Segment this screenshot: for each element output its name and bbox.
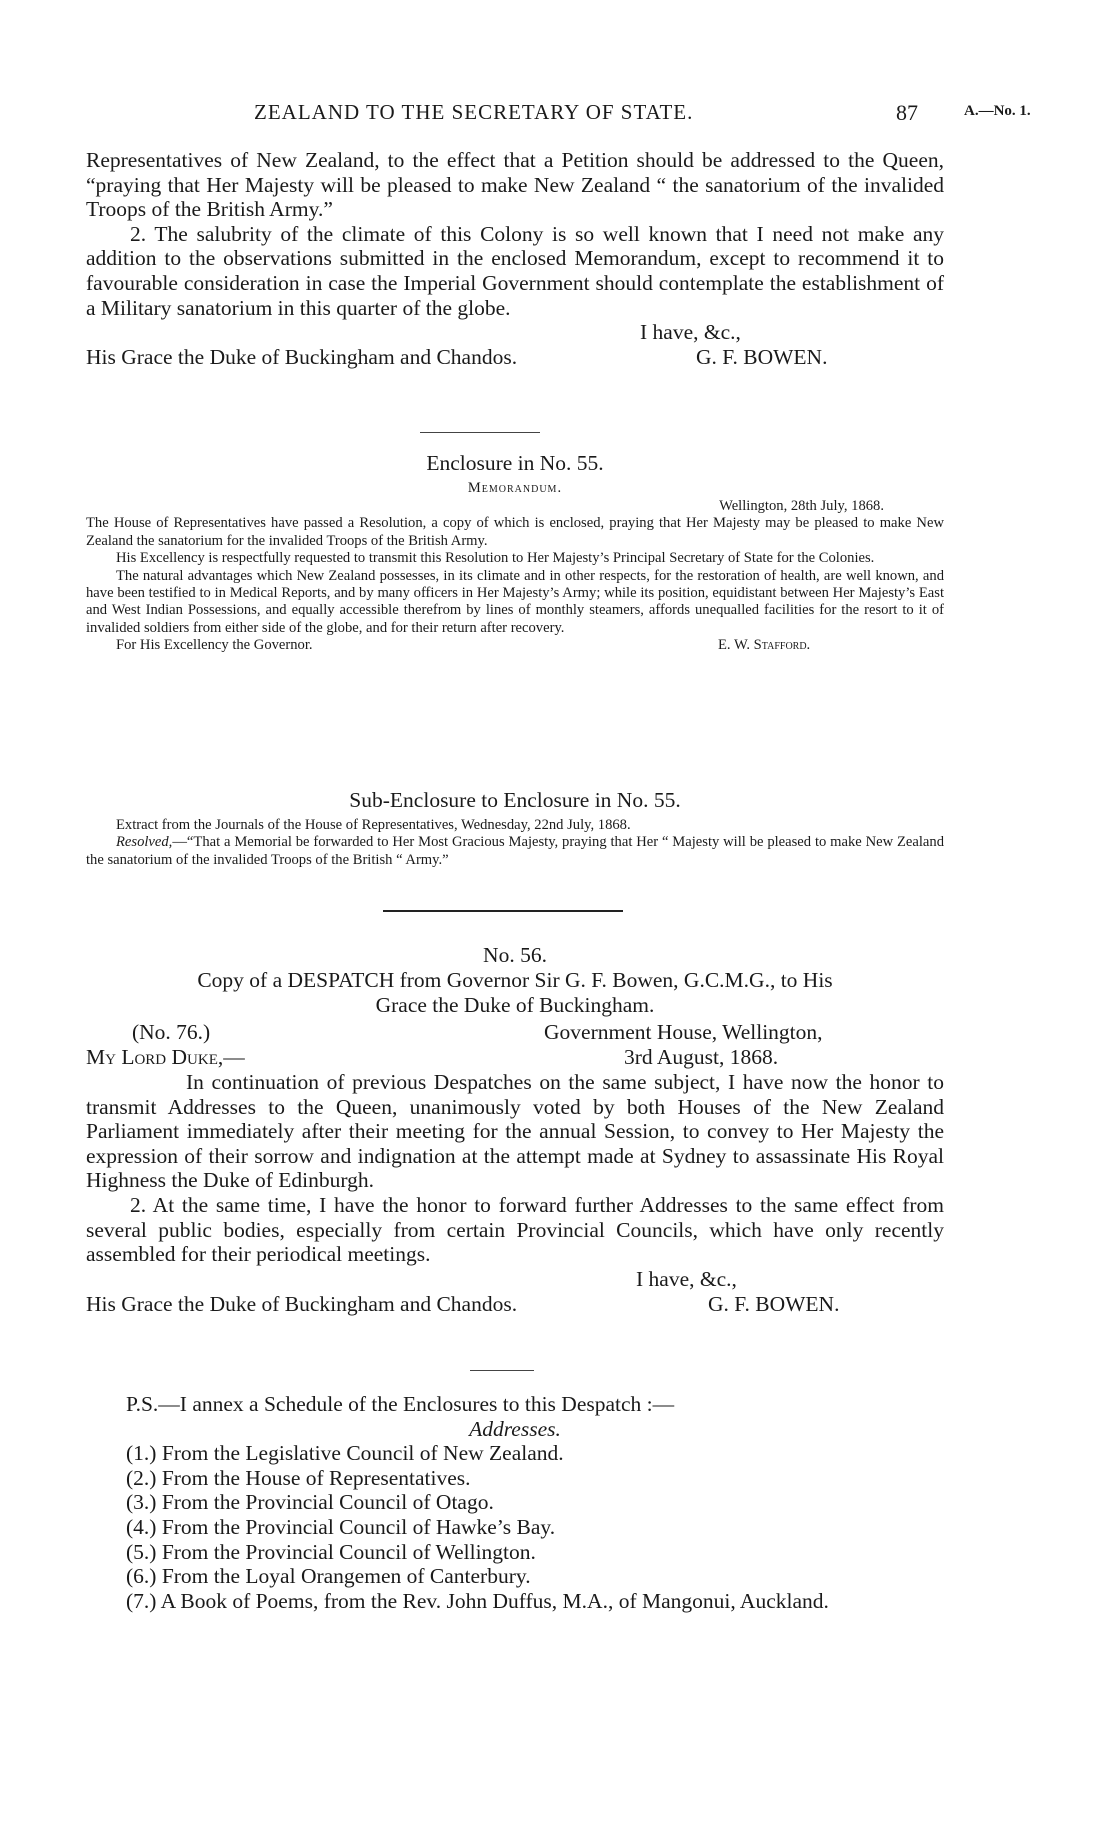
resolved-label: Resolved, (116, 834, 173, 851)
memorandum-signature-row (86, 637, 944, 655)
resolved-text: —“That a Memorial be forwarded to Her Most Gracious Majesty, praying that Her “ Majesty will be pleased to make New Zealand the sanatorium of the invalided Troops of the British “ Army.” (86, 834, 944, 868)
paragraph: 2. At the same time, I have the honor to forward further Addresses to the same effect from several public bodies, especially from certain Provincial Councils, which have only recently assembled for their periodical meetings. (86, 1192, 944, 1267)
despatch-body (86, 1020, 944, 1317)
despatch-title-line: Copy of a DESPATCH from Governor Sir G. F. Bowen, G.C.M.G., to His (197, 968, 833, 992)
closing: I have, &c., (636, 1266, 737, 1291)
section-divider (420, 432, 540, 433)
paragraph: 2. The salubrity of the climate of this Colony is so well known that I need not make any addition to the observations submitted in the enclosed Memorandum, except to recommend it to favourable consideration in case the Imperial Government should contemplate the establishment of a Military sanatorium in this quarter of the globe. (86, 221, 944, 320)
sub-enclosure (86, 817, 944, 869)
despatch-location: Government House, Wellington, (544, 1020, 823, 1044)
signature: E. W. Stafford. (718, 637, 811, 654)
signature-row (86, 1292, 944, 1317)
paragraph: The House of Representatives have passed a Resolution, a copy of which is enclosed, praying that Her Majesty may be pleased to make New Zealand the sanatorium for the invalided Troops of the British Army. (86, 515, 944, 549)
schedule-item: (2.) From the House of Representatives. (126, 1465, 471, 1490)
schedule-item: (4.) From the Provincial Council of Hawke’s Bay. (126, 1514, 556, 1539)
paragraph: In continuation of previous Despatches on the same subject, I have now the honor to transmit Addresses to the Queen, unanimously voted by both Houses of the New Zealand Parliament immediately after their meeting for the annual Session, to convey to Her Majesty the expression of their sorrow and indignation at the attempt made at Sydney to assassinate His Royal Highness the Duke of Edinburgh. (86, 1070, 944, 1193)
schedule-item: (5.) From the Provincial Council of Wellington. (126, 1539, 536, 1564)
despatch-number: No. 56. (483, 943, 547, 967)
schedule-item: (6.) From the Loyal Orangemen of Canterbury. (126, 1564, 531, 1589)
closing-row (86, 320, 944, 345)
reference-row (86, 1020, 944, 1045)
despatch-ref-number: (No. 76.) (132, 1020, 211, 1044)
paragraph: Representatives of New Zealand, to the effect that a Petition should be addressed to the Queen, “praying that Her Majesty will be pleased to make New Zealand “ the sanatorium of the invalided Troops of the British Army.” (86, 148, 944, 222)
paragraph: The natural advantages which New Zealand possesses, in its climate and in other respects, for the restoration of health, are well known, and have been testified to in Medical Reports, and by many officers in Her Majesty’s Army; while its position, equidistant between Her Majesty’s East and West Indian Possessions, and equally accessible therefrom by lines of monthly steamers, affords unequalled facilities for the resort to it of invalided soldiers from either side of the globe, and for their return after recovery. (86, 567, 944, 636)
salutation-row (86, 1045, 944, 1070)
paragraph: His Excellency is respectfully requested to transmit this Resolution to Her Majesty’s Principal Secretary of State for the Colonies. (116, 550, 875, 567)
schedule-item: (7.) A Book of Poems, from the Rev. John Duffus, M.A., of Mangonui, Auckland. (126, 1588, 829, 1613)
extract-line: Extract from the Journals of the House of Representatives, Wednesday, 22nd July, 1868. (116, 817, 631, 833)
header-title: ZEALAND TO THE SECRETARY OF STATE. (254, 100, 694, 124)
despatch-title (86, 968, 944, 1018)
for-line: For His Excellency the Governor. (116, 637, 313, 654)
salutation: My Lord Duke,— (86, 1045, 245, 1069)
dateline: Wellington, 28th July, 1868. (719, 498, 884, 514)
memorandum (86, 498, 944, 655)
running-header (86, 100, 1086, 134)
closing: I have, &c., (640, 320, 741, 345)
signature: G. F. BOWEN. (696, 345, 828, 370)
section-divider (470, 1370, 534, 1371)
previous-despatch-ending (86, 148, 944, 370)
document-reference: A.—No. 1. (964, 103, 1031, 119)
signature-row (86, 345, 944, 370)
addressee: His Grace the Duke of Buckingham and Chandos. (86, 1291, 518, 1316)
schedule-list (86, 1441, 944, 1613)
postscript-intro: P.S.—I annex a Schedule of the Enclosures to this Despatch :— (126, 1392, 675, 1416)
signature: G. F. BOWEN. (708, 1291, 840, 1316)
closing-row (86, 1267, 944, 1292)
resolution (86, 834, 944, 869)
postscript (86, 1392, 944, 1613)
memorandum-heading: Memorandum. (467, 480, 563, 496)
addressee: His Grace the Duke of Buckingham and Chandos. (86, 345, 518, 370)
page-number: 87 (896, 100, 918, 125)
enclosure-heading: Enclosure in No. 55. (426, 451, 604, 475)
despatch-date: 3rd August, 1868. (624, 1045, 779, 1069)
schedule-item: (3.) From the Provincial Council of Otago. (126, 1490, 494, 1515)
despatch-title-line: Grace the Duke of Buckingham. (375, 993, 655, 1017)
addresses-heading: Addresses. (469, 1416, 561, 1441)
schedule-item: (1.) From the Legislative Council of New Zealand. (126, 1441, 564, 1466)
section-divider (383, 910, 623, 912)
sub-enclosure-heading: Sub-Enclosure to Enclosure in No. 55. (349, 788, 681, 812)
